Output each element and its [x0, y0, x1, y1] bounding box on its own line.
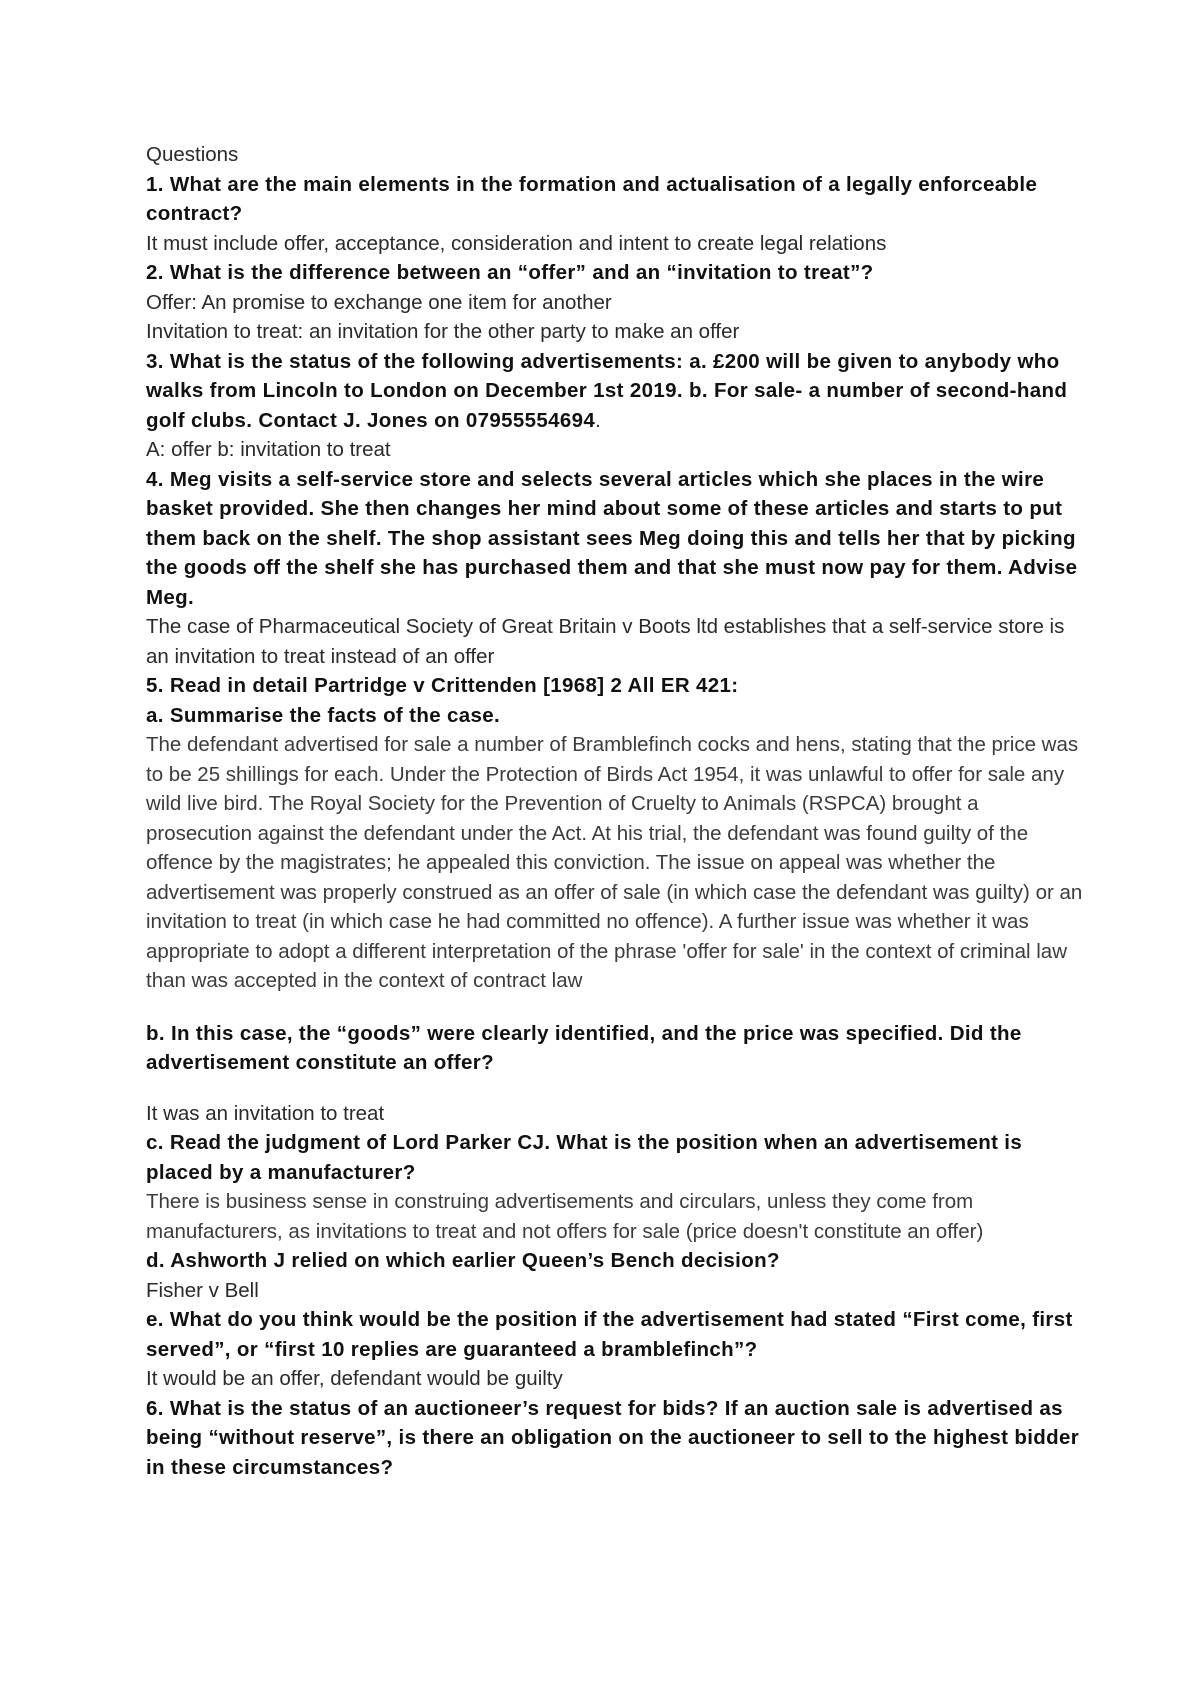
answer-1: It must include offer, acceptance, consideration and intent to create legal relations: [146, 231, 887, 255]
answer-5d: Fisher v Bell: [146, 1278, 259, 1302]
paragraph-spacer: [146, 996, 1086, 1019]
answer-3: A: offer b: invitation to treat: [146, 438, 391, 461]
question-5b: b. In this case, the “goods” were clearly identified, and the price was specified. Did the advertisement constitute an offer?: [146, 1021, 1022, 1074]
answer-5c: There is business sense in construing advertisements and circulars, unless they come from manufacturers, as invitations to treat and not offers for sale (price doesn't constitute an offer): [146, 1190, 984, 1243]
question-1: 1. What are the main elements in the formation and actualisation of a legally enforceable contract?: [146, 172, 1038, 225]
paragraph-spacer: [146, 1078, 1086, 1099]
answer-5a: The defendant advertised for sale a number of Bramblefinch cocks and hens, stating that the price was to be 25 shillings for each. Under the Protection of Birds Act 1954, it was unlawful to offer for sale any wild live bird. The Royal Society for the Prevention of Cruelty to Animals (RSPCA) brought a prosecution against the defendant under the Act. At his trial, the defendant was found guilty of the offence by the magistrates; he appealed this conviction. The issue on appeal was whether the advertisement was properly construed as an offer of sale (in which case the defendant was guilty) or an invitation to treat (in which case he had committed no offence). A further issue was whether it was appropriate to adopt a different interpretation of the phrase 'offer for sale' in the context of criminal law than was accepted in the context of contract law: [146, 733, 1083, 992]
answer-2-offer: Offer: An promise to exchange one item for another: [146, 290, 612, 314]
question-6: 6. What is the status of an auctioneer’s request for bids? If an auction sale is advertised as being “without reserve”, is there an obligation on the auctioneer to sell to the highest bidder in these circumstances?: [146, 1396, 1080, 1479]
question-5c: c. Read the judgment of Lord Parker CJ. What is the position when an advertisement is placed by a manufacturer?: [146, 1131, 1023, 1184]
question-5a: a. Summarise the facts of the case.: [146, 703, 501, 727]
question-2: 2. What is the difference between an “offer” and an “invitation to treat”?: [146, 261, 874, 284]
question-5e: e. What do you think would be the position if the advertisement had stated “First come, first served”, or “first 10 replies are guaranteed a bramblefinch”?: [146, 1308, 1073, 1361]
answer-5e: It would be an offer, defendant would be guilty: [146, 1367, 563, 1390]
document-heading: Questions: [146, 143, 239, 166]
question-5: 5. Read in detail Partridge v Crittenden [1968] 2 All ER 421:: [146, 674, 739, 697]
question-5d: d. Ashworth J relied on which earlier Queen’s Bench decision?: [146, 1249, 780, 1272]
answer-5b: It was an invitation to treat: [146, 1101, 385, 1125]
document-body: [146, 140, 1086, 1482]
question-3-period: .: [595, 408, 601, 432]
question-3: 3. What is the status of the following advertisements: a. £200 will be given to anybody who walks from Lincoln to London on December 1st 2019. b. For sale- a number of second-hand golf clubs. Contact J. Jones on 07955554694: [146, 349, 1068, 432]
answer-4: The case of Pharmaceutical Society of Great Britain v Boots ltd establishes that a self-service store is an invitation to treat instead of an offer: [146, 615, 1065, 668]
question-3-line: [146, 347, 1086, 436]
question-4: 4. Meg visits a self-service store and selects several articles which she places in the wire basket provided. She then changes her mind about some of these articles and starts to put them back on the shelf. The shop assistant sees Meg doing this and tells her that by picking the goods off the shelf she has purchased them and that she must now pay for them. Advise Meg.: [146, 467, 1078, 609]
answer-2-invitation: Invitation to treat: an invitation for the other party to make an offer: [146, 320, 740, 343]
